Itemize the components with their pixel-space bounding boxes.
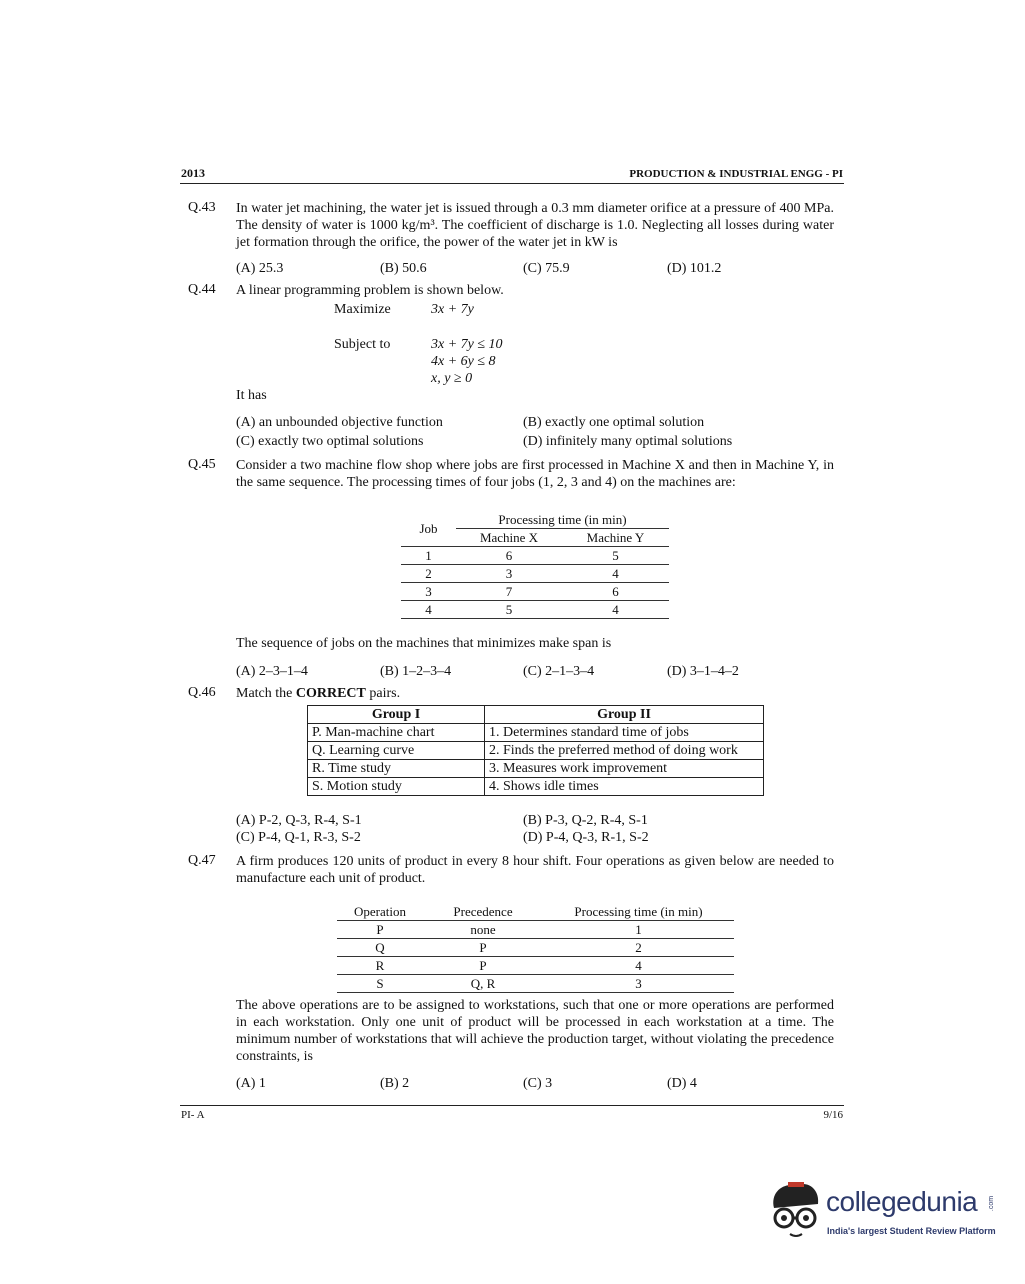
q45-cell: 4	[401, 601, 456, 619]
q47-option-a: (A) 1	[236, 1076, 266, 1091]
q44-subject-label: Subject to	[334, 337, 391, 352]
q46-option-b: (B) P-3, Q-2, R-4, S-1	[523, 813, 648, 828]
logo-tagline: India's largest Student Review Platform	[827, 1226, 996, 1236]
q44-option-a: (A) an unbounded objective function	[236, 415, 443, 430]
q47-cell: Q	[337, 939, 423, 957]
q47-cell: R	[337, 957, 423, 975]
footer-left: PI- A	[181, 1109, 205, 1121]
q45-option-d: (D) 3–1–4–2	[667, 664, 739, 679]
logo-tld: .com	[988, 1195, 996, 1212]
footer-page-number: 9/16	[823, 1109, 843, 1121]
q43-option-b: (B) 50.6	[380, 261, 427, 276]
q47-cell: P	[423, 939, 543, 957]
q47-operations-table	[337, 903, 734, 993]
q45-job-header: Job	[401, 511, 456, 547]
q47-cell: P	[423, 957, 543, 975]
q46-cell: 2. Finds the preferred method of doing work	[485, 742, 764, 760]
q47-cell: S	[337, 975, 423, 993]
logo-wordmark: collegedunia	[826, 1186, 978, 1217]
q46-cell: 3. Measures work improvement	[485, 760, 764, 778]
table-row	[401, 583, 669, 601]
q44-constraints	[431, 336, 503, 387]
table-row	[401, 601, 669, 619]
header-rule	[180, 183, 844, 184]
q47-option-d: (D) 4	[667, 1076, 697, 1091]
q43-text	[236, 200, 834, 251]
q45-option-c: (C) 2–1–3–4	[523, 664, 595, 679]
q44-objective: 3x + 7y	[431, 302, 474, 317]
table-row	[337, 975, 734, 993]
q47-cell: 1	[543, 921, 734, 939]
header-year: 2013	[181, 166, 205, 180]
q47-cell: 2	[543, 939, 734, 957]
q47-text: A firm produces 120 units of product in every 8 hour shift. Four operations as given below are needed to manufacture each unit of product.	[236, 854, 834, 886]
q44-option-d: (D) infinitely many optimal solutions	[523, 434, 733, 449]
q46-option-d: (D) P-4, Q-3, R-1, S-2	[523, 830, 649, 845]
mascot-icon	[766, 1178, 826, 1248]
q43-option-a: (A) 25.3	[236, 261, 284, 276]
q46-text-suffix: pairs.	[365, 686, 401, 701]
q46-text	[236, 685, 834, 702]
q46-option-a: (A) P-2, Q-3, R-4, S-1	[236, 813, 362, 828]
table-row	[308, 778, 764, 796]
q47-cell: Q, R	[423, 975, 543, 993]
q45-cell: 2	[401, 565, 456, 583]
q45-text: Consider a two machine flow shop where jobs are first processed in Machine X and then in Machine Y, in the same sequence. The processing times of four jobs (1, 2, 3 and 4) on the machines are:	[236, 458, 834, 490]
q44-constraint-2: 4x + 6y ≤ 8	[431, 354, 496, 369]
q45-cell: 4	[562, 565, 669, 583]
q44-option-b: (B) exactly one optimal solution	[523, 415, 705, 430]
q45-col-machine-y: Machine Y	[562, 529, 669, 547]
q46-text-prefix: Match the	[236, 686, 296, 701]
table-row	[337, 957, 734, 975]
q47-cell: none	[423, 921, 543, 939]
footer-rule	[180, 1105, 844, 1106]
q45-cell: 7	[456, 583, 562, 601]
q45-option-b: (B) 1–2–3–4	[380, 664, 452, 679]
q44-constraint-1: 3x + 7y ≤ 10	[431, 337, 503, 352]
q44-maximize-label: Maximize	[334, 302, 391, 317]
q43-number: Q.43	[188, 200, 216, 215]
table-row	[337, 939, 734, 957]
q45-cell: 3	[456, 565, 562, 583]
q46-cell: 1. Determines standard time of jobs	[485, 724, 764, 742]
q46-cell: 4. Shows idle times	[485, 778, 764, 796]
q47-number: Q.47	[188, 853, 216, 868]
q47-cell: 4	[543, 957, 734, 975]
q43-text-body: In water jet machining, the water jet is issued through a 0.3 mm diameter orifice at a pressure of 400 MPa. The density of water is 1000 kg/m³. The coefficient of discharge is 1.0. Neglecting all losses during water jet formation through the orifice, the power of the water jet in kW is	[236, 201, 834, 250]
q44-number: Q.44	[188, 282, 216, 297]
q47-followup: The above operations are to be assigned to workstations, such that one or more operations are performed in each workstation. Only one unit of product will be processed in each workstation at a time. The minimum number of workstations that will achieve the production target, without violating the precedence constraints, is	[236, 998, 834, 1064]
q46-group1-header: Group I	[308, 706, 485, 724]
q46-text-bold: CORRECT	[295, 686, 366, 701]
q46-cell: P. Man-machine chart	[308, 724, 485, 742]
q46-cell: Q. Learning curve	[308, 742, 485, 760]
table-row	[401, 547, 669, 565]
q44-text: A linear programming problem is shown below.	[236, 283, 504, 298]
q46-number: Q.46	[188, 685, 216, 700]
q46-option-c: (C) P-4, Q-1, R-3, S-2	[236, 830, 361, 845]
q45-number: Q.45	[188, 457, 216, 472]
q45-col-machine-x: Machine X	[456, 529, 562, 547]
q45-cell: 5	[562, 547, 669, 565]
q47-cell: P	[337, 921, 423, 939]
q47-header-operation: Operation	[337, 903, 423, 921]
table-row	[308, 742, 764, 760]
q45-cell: 6	[456, 547, 562, 565]
q45-followup: The sequence of jobs on the machines that minimizes make span is	[236, 636, 612, 651]
table-row	[337, 921, 734, 939]
q46-group2-header: Group II	[485, 706, 764, 724]
q44-constraint-3: x, y ≥ 0	[431, 371, 473, 386]
q47-header-precedence: Precedence	[423, 903, 543, 921]
q45-cell: 1	[401, 547, 456, 565]
q46-match-table	[307, 705, 764, 796]
table-row	[308, 760, 764, 778]
table-row	[308, 724, 764, 742]
q45-cell: 3	[401, 583, 456, 601]
table-row	[401, 565, 669, 583]
q43-option-c: (C) 75.9	[523, 261, 570, 276]
q45-cell: 6	[562, 583, 669, 601]
q47-cell: 3	[543, 975, 734, 993]
q44-option-c: (C) exactly two optimal solutions	[236, 434, 424, 449]
q45-job-table	[401, 511, 669, 619]
q45-processing-header	[456, 511, 669, 529]
q45-cell: 4	[562, 601, 669, 619]
q47-option-b: (B) 2	[380, 1076, 410, 1091]
q43-option-d: (D) 101.2	[667, 261, 722, 276]
q45-cell: 5	[456, 601, 562, 619]
q47-option-c: (C) 3	[523, 1076, 553, 1091]
q44-it-has: It has	[236, 388, 267, 403]
collegedunia-logo	[766, 1178, 1006, 1248]
q45-processing-header-text: Processing time (in min)	[498, 511, 627, 527]
q47-header-processing: Processing time (in min)	[543, 903, 734, 921]
q46-cell: S. Motion study	[308, 778, 485, 796]
header-subject: PRODUCTION & INDUSTRIAL ENGG - PI	[629, 168, 843, 180]
q45-option-a: (A) 2–3–1–4	[236, 664, 308, 679]
q46-cell: R. Time study	[308, 760, 485, 778]
